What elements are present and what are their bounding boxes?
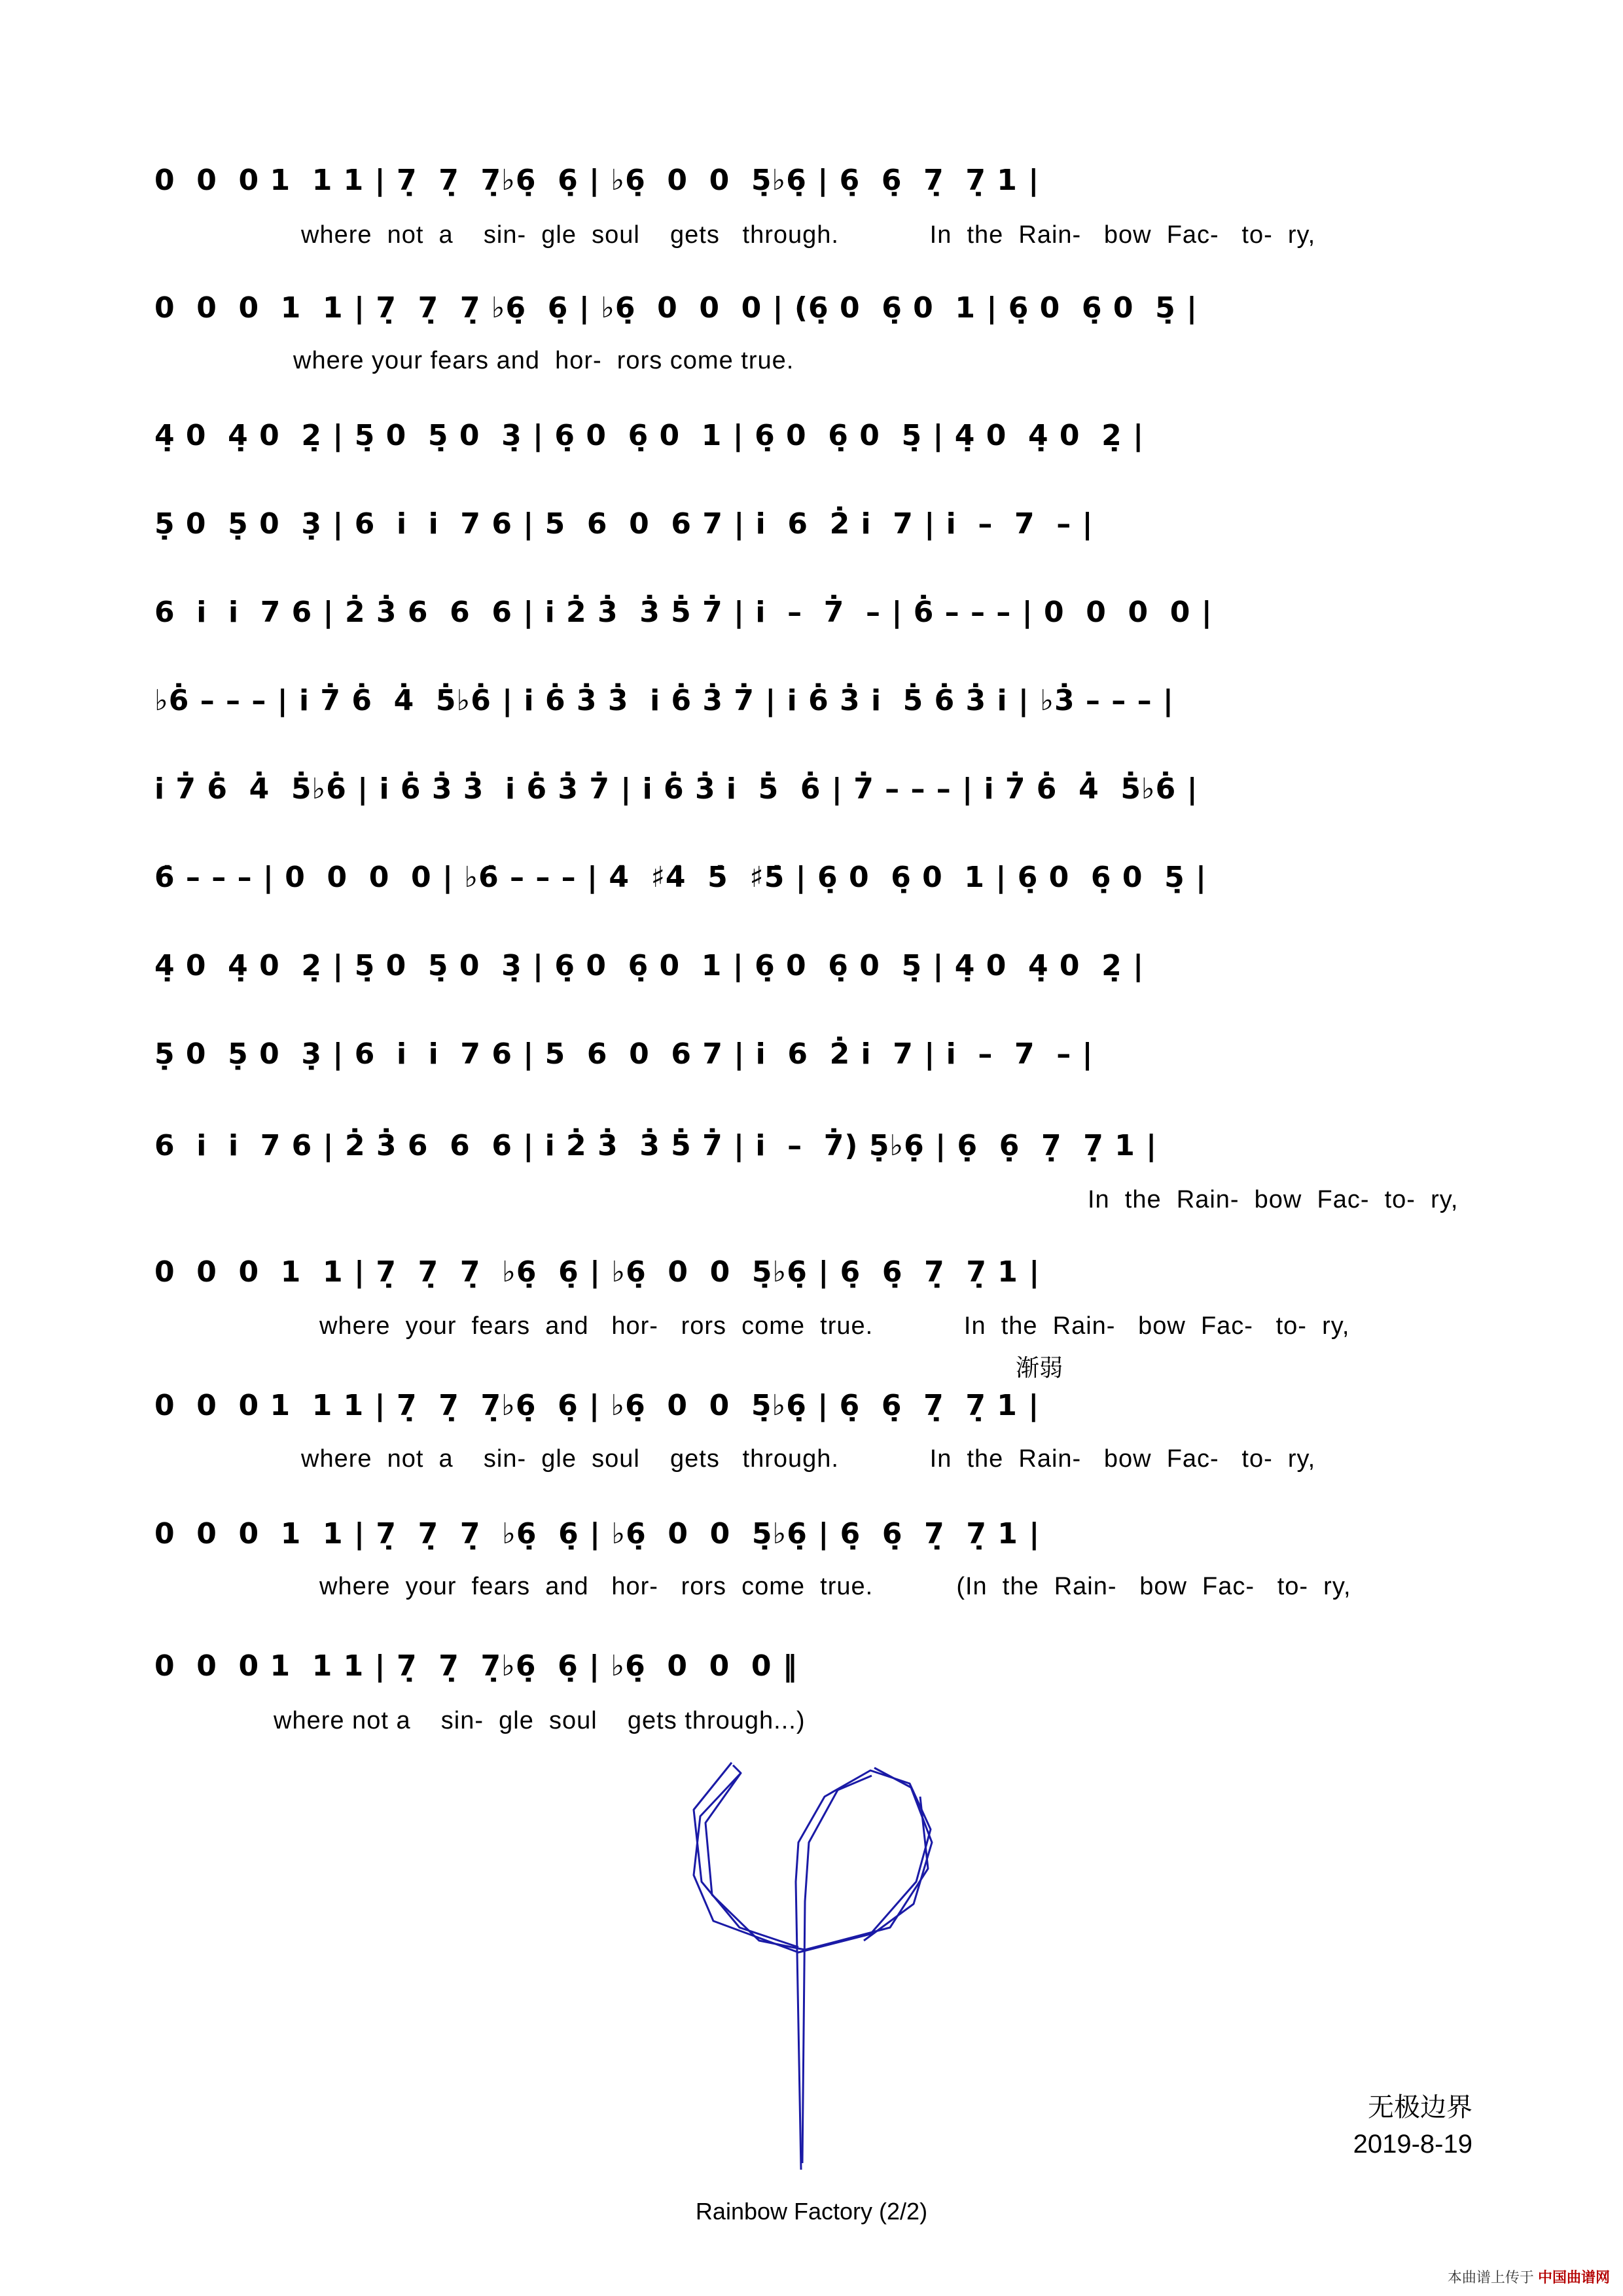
lyric-text-12: where your fears and hor- rors come true. In the Rain- bow Fac- to- ry, [319,1312,1350,1340]
score-line-1 [154,164,1479,209]
notation-line-2: 0 0 0 1 1 | 7̣ 7̣ 7̣ ♭6̣ 6̣ | ♭6̣ 0 0 0 | (6̣ 0 6̣ 0 1 | 6̣ 0 6̣ 0 5̣ | [154,291,1198,325]
signature-drawing [668,1744,969,2189]
lyric-text-11: In the Rain- bow Fac- to- ry, [1088,1186,1459,1213]
notation-line-1: 0 0 0 1 1 1 | 7̣ 7̣ 7̣♭6̣ 6̣ | ♭6̣ 0 0 5̣♭6̣ | 6̣ 6̣ 7̣ 7̣ 1 | [154,164,1040,197]
lyric-line-14 [319,1573,1623,1619]
notation-line-15: 0 0 0 1 1 1 | 7̣ 7̣ 7̣♭6̣ 6̣ | ♭6̣ 0 0 0 ‖ [154,1649,798,1683]
score-line-13 [154,1389,1479,1435]
score-line-6 [154,684,1479,730]
score-line-2 [154,291,1479,337]
notation-line-13: 0 0 0 1 1 1 | 7̣ 7̣ 7̣♭6̣ 6̣ | ♭6̣ 0 0 5̣♭6̣ | 6̣ 6̣ 7̣ 7̣ 1 | [154,1389,1040,1422]
notation-line-14: 0 0 0 1 1 | 7̣ 7̣ 7̣ ♭6̣ 6̣ | ♭6̣ 0 0 5̣♭6̣ | 6̣ 6̣ 7̣ 7̣ 1 | [154,1517,1041,1551]
dynamic-marking-diminuendo: 渐弱 [1016,1355,1063,1382]
lyric-text-13: where not a sin- gle soul gets through. In the Rain- bow Fac- to- ry, [301,1445,1316,1473]
notation-line-3: 4̣ 0 4̣ 0 2̣ | 5̣ 0 5̣ 0 3̣ | 6̣ 0 6̣ 0 1 | 6̣ 0 6̣ 0 5̣ | 4̣ 0 4̣ 0 2̣ | [154,419,1145,452]
lyric-text-1: where not a sin- gle soul gets through. In the Rain- bow Fac- to- ry, [301,221,1316,249]
lyric-text-15: where not a sin- gle soul gets through...) [274,1707,806,1734]
lyric-line-12 [319,1312,1623,1358]
score-line-10 [154,1037,1479,1083]
lyric-line-1 [301,221,1623,267]
score-line-3 [154,419,1479,465]
notation-line-12: 0 0 0 1 1 | 7̣ 7̣ 7̣ ♭6̣ 6̣ | ♭6̣ 0 0 5̣♭6̣ | 6̣ 6̣ 7̣ 7̣ 1 | [154,1255,1041,1289]
arranger-name: 无极边界 [1368,2093,1472,2122]
lyric-line-2 [293,347,1618,393]
score-line-4 [154,507,1479,553]
score-line-7 [154,772,1479,818]
score-line-14 [154,1517,1479,1563]
notation-line-4: 5̣ 0 5̣ 0 3̣ | 6 i i 7 6 | 5 6 0 6 7 | i 6 2̇ i 7 | i – 7 – | [154,507,1094,541]
score-line-8 [154,861,1479,906]
notation-line-7: i 7̇ 6̇ 4̇ 5̇♭6̇ | i 6̇ 3̇ 3̇ i 6̇ 3̇ 7̇ | i 6̇ 3̇ i 5̇ 6̇ | 7̇ – – – | i 7̇ 6̇ 4̇ 5̇♭6̇ | [154,772,1198,806]
notation-line-10: 5̣ 0 5̣ 0 3̣ | 6 i i 7 6 | 5 6 0 6 7 | i 6 2̇ i 7 | i – 7 – | [154,1037,1094,1071]
page-footer-title: Rainbow Factory (2/2) [695,2198,928,2225]
score-line-9 [154,949,1479,995]
notation-line-9: 4̣ 0 4̣ 0 2̣ | 5̣ 0 5̣ 0 3̣ | 6̣ 0 6̣ 0 1 | 6̣ 0 6̣ 0 5̣ | 4̣ 0 4̣ 0 2̣ | [154,949,1145,982]
notation-line-11: 6 i i 7 6 | 2̇ 3̇ 6 6 6 | i 2̇ 3̇ 3̇ 5̇ 7̇ | i – 7̇) 5̣♭6̣ | 6̣ 6̣ 7̣ 7̣ 1 | [154,1129,1158,1162]
notation-line-8: 6̇ – – – | 0 0 0 0 | ♭6̇ – – – | 4̇ ♯4̇ 5̇ ♯5̇ | 6̣ 0 6̣ 0 1 | 6̣ 0 6̣ 0 5̣ | [154,861,1207,894]
lyric-line-11 [1088,1186,1459,1232]
notation-line-6: ♭6̇ – – – | i 7̇ 6̇ 4̇ 5̇♭6̇ | i 6̇ 3̇ 3̇ i 6̇ 3̇ 7̇ | i 6̇ 3̇ i 5̇ 6̇ 3̇ i | ♭3̇ – – – | [154,684,1174,717]
upload-note [1448,2267,1610,2287]
lyric-text-14: where your fears and hor- rors come true. (In the Rain- bow Fac- to- ry, [319,1573,1351,1600]
site-brand[interactable]: 中国曲谱网 [1537,2269,1610,2286]
lyric-line-13 [301,1445,1623,1491]
score-line-11 [154,1129,1479,1175]
score-line-15 [154,1649,1479,1695]
arranger-signature [1353,2089,1472,2162]
score-line-12 [154,1255,1479,1301]
notation-line-5: 6 i i 7 6 | 2̇ 3̇ 6 6 6 | i 2̇ 3̇ 3̇ 5̇ 7̇ | i – 7̇ – | 6̇ – – – | 0 0 0 0 | [154,596,1213,629]
lyric-text-2: where your fears and hor- rors come true. [293,347,794,374]
upload-note-text: 本曲谱上传于 [1447,2269,1534,2286]
arrangement-date: 2019-8-19 [1353,2130,1472,2159]
score-line-5 [154,596,1479,641]
